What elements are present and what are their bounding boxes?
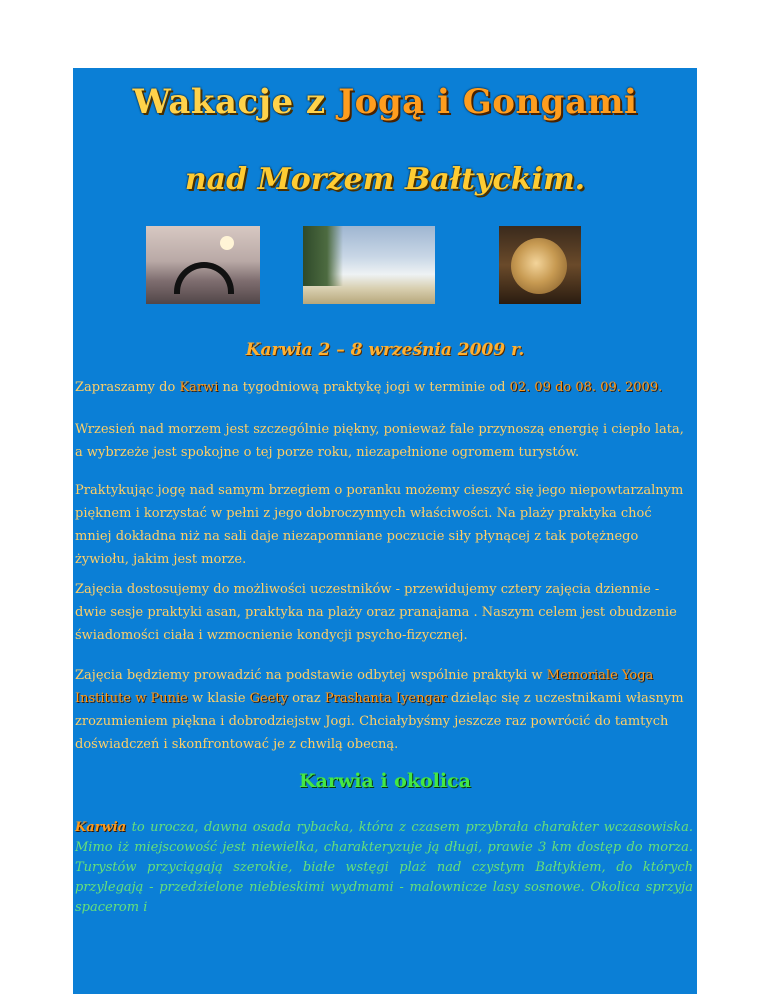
dates-highlight: 02. 09 do 08. 09. 2009. xyxy=(509,380,663,395)
page-title xyxy=(73,82,697,122)
sun-shape xyxy=(220,236,234,250)
paragraph-schedule: Zajęcia dostosujemy do możliwości uczestników - przewidujemy cztery zajęcia dziennie - dwie sesje praktyki asan, praktyka na plaży oraz pranajama . Naszym celem jest obudzenie świadomości ciała i wzmocnienie kondycji psycho-fizycznej. xyxy=(75,582,677,643)
yoga-figure-shape xyxy=(174,262,234,294)
gong-shape xyxy=(511,238,567,294)
text-span: to urocza, dawna osada rybacka, która z czasem przybrała charakter wczasowiska. Mimo iż miejscowość jest niewielka, charakteryzuje ją długi, prawie 3 km dostęp do morza. Turystów przyciągają szerokie, białe wstęgi plaż nad czystym Bałtykiem, do których przylegają - przedzielone niebieskimi wydmami - malownicze lasy sosnowe. Okolica sprzyja spacerom i xyxy=(75,820,693,915)
text-span: Zajęcia będziemy prowadzić na podstawie odbytej wspólnie praktyki w xyxy=(75,668,547,683)
text-span: oraz xyxy=(288,691,325,706)
paragraph-karwia xyxy=(75,818,693,918)
paragraph-invitation xyxy=(75,376,687,399)
paragraph-teachers xyxy=(75,664,687,756)
title-highlight: Jogą i Gongami xyxy=(338,82,638,122)
paragraph-practice: Praktykując jogę nad samym brzegiem o poranku możemy cieszyć się jego niepowtarzalnym pięknem i korzystać w pełni z jego dobroczynnych właściwości. Na plaży praktyka choć mniej dokładna niż na sali daje niezapomniane poczucie siły płynącej z tak potężnego żywiołu, jakim jest morze. xyxy=(75,483,684,567)
beach-dunes-photo xyxy=(303,226,435,304)
institute-link[interactable]: Memoriale Yoga Institute w Punie xyxy=(75,668,654,706)
page xyxy=(73,68,697,994)
text-span: na tygodniową praktykę jogi w terminie od xyxy=(218,380,510,395)
event-dates-subtitle: Karwia 2 – 8 września 2009 r. xyxy=(245,340,525,360)
paragraph-september: Wrzesień nad morzem jest szczególnie piękny, ponieważ fale przynoszą energię i ciepło lata, a wybrzeże jest spokojne o tej porze roku, niezapełnione ogromem turystów. xyxy=(75,422,684,460)
prashanta-link[interactable]: Prashanta Iyengar xyxy=(324,691,447,706)
title-prefix: Wakacje z xyxy=(132,82,326,122)
page-title-line2: nad Morzem Bałtyckim. xyxy=(184,162,586,197)
karwia-link[interactable]: Karwia xyxy=(75,820,127,835)
text-span: Zapraszamy do xyxy=(75,380,180,395)
section-title-karwia: Karwia i okolica xyxy=(299,770,471,792)
trees-shape xyxy=(303,226,343,286)
karwi-link[interactable]: Karwi xyxy=(179,380,219,395)
gong-photo xyxy=(499,226,581,304)
text-span: w klasie xyxy=(187,691,250,706)
text-span: dzieląc się z uczestnikami własnym zrozumieniem piękna i dobrodziejstw Jogi. Chciałybyśmy jeszcze raz powrócić do tamtych doświadczeń i skonfrontować je z chwilą obecną. xyxy=(75,691,684,752)
yoga-pose-sunset-photo xyxy=(146,226,260,304)
geety-link[interactable]: Geety xyxy=(249,691,288,706)
